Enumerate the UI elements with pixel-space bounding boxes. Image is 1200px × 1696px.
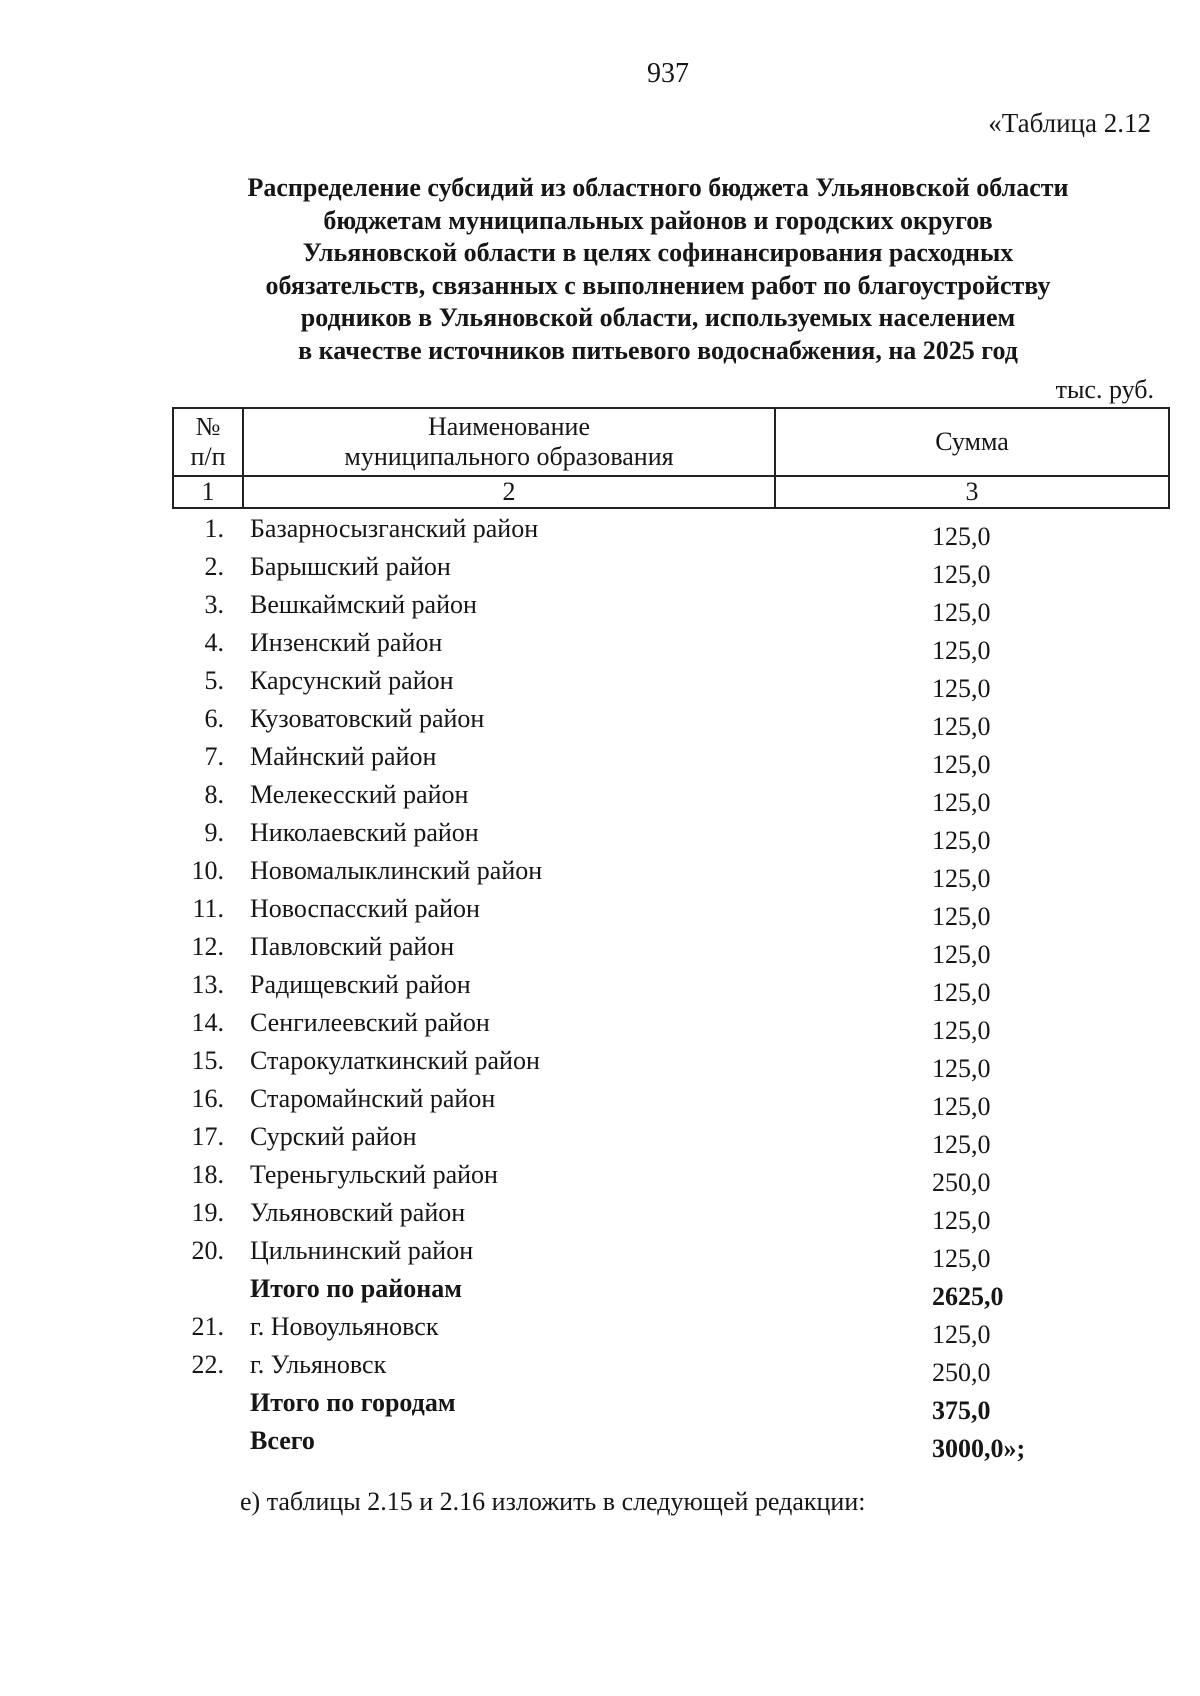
table-row	[172, 628, 1172, 666]
title-line: родников в Ульяновской области, используемых населением	[300, 303, 1016, 333]
row-number: 20.	[191, 1236, 224, 1265]
subsidy-amount: 125,0	[932, 1130, 991, 1159]
column-index-1: 1	[173, 476, 243, 508]
subsidy-amount: 125,0	[932, 940, 991, 969]
row-number: 19.	[191, 1198, 224, 1227]
subsidy-amount: 125,0	[932, 902, 991, 931]
header-name-cell	[243, 408, 775, 476]
municipality-name: Базарносызганский район	[250, 514, 539, 543]
subsidy-amount: 125,0	[932, 636, 991, 665]
row-number: 5.	[204, 666, 224, 695]
municipality-name: Николаевский район	[250, 818, 479, 847]
subsidy-amount: 125,0	[932, 674, 991, 703]
subsidy-amount: 125,0	[932, 826, 991, 855]
column-index-2: 2	[243, 476, 775, 508]
row-number: 7.	[204, 742, 224, 771]
subsidy-amount: 250,0	[932, 1168, 991, 1197]
municipality-name: Сурский район	[250, 1122, 417, 1151]
column-index-row	[173, 476, 1169, 508]
row-number: 9.	[204, 818, 224, 847]
municipality-name: Итого по городам	[250, 1388, 456, 1417]
row-number: 1.	[204, 514, 224, 543]
subsidy-amount: 125,0	[932, 712, 991, 741]
municipality-name: Ульяновский район	[250, 1198, 466, 1227]
title-line: Ульяновской области в целях софинансирования расходных	[302, 238, 1014, 268]
table-label: «Таблица 2.12	[988, 108, 1151, 138]
row-number: 4.	[204, 628, 224, 657]
table-row	[172, 1046, 1172, 1084]
table-row	[172, 1160, 1172, 1198]
row-number: 6.	[204, 704, 224, 733]
municipality-name: Сенгилеевский район	[250, 1008, 490, 1037]
municipality-name: г. Ульяновск	[250, 1350, 387, 1379]
row-number: 22.	[191, 1350, 224, 1379]
row-number: 2.	[204, 552, 224, 581]
subsidy-amount: 125,0	[932, 1320, 991, 1349]
municipality-name: Барышский район	[250, 552, 451, 581]
header-name-sublabel: муниципального образования	[344, 442, 674, 471]
municipality-name: Павловский район	[250, 932, 455, 961]
municipality-name: Кузоватовский район	[250, 704, 485, 733]
subsidy-amount: 125,0	[932, 788, 991, 817]
municipality-name: Новоспасский район	[250, 894, 480, 923]
subsidy-amount: 3000,0»;	[932, 1434, 1026, 1463]
subsidy-amount: 125,0	[932, 522, 991, 551]
table-row	[172, 1312, 1172, 1350]
table-row	[172, 780, 1172, 818]
header-name-label: Наименование	[428, 412, 590, 441]
municipality-name: Цильнинский район	[250, 1236, 474, 1265]
title-line: обязательств, связанных с выполнением работ по благоустройству	[265, 270, 1051, 300]
municipality-name: Старокулаткинский район	[250, 1046, 540, 1075]
municipality-name: Инзенский район	[250, 628, 443, 657]
table-row	[172, 1122, 1172, 1160]
table-total-row	[172, 1388, 1172, 1426]
municipality-name: Карсунский район	[250, 666, 454, 695]
header-number-sublabel: п/п	[190, 442, 226, 471]
column-index-3: 3	[775, 476, 1169, 508]
table-row	[172, 514, 1172, 552]
subsidy-amount: 125,0	[932, 598, 991, 627]
row-number: 17.	[191, 1122, 224, 1151]
row-number: 13.	[191, 970, 224, 999]
units-label: тыс. руб.	[1055, 375, 1154, 404]
header-number-label: №	[195, 412, 221, 441]
subsidy-amount: 125,0	[932, 1054, 991, 1083]
municipality-name: г. Новоульяновск	[250, 1312, 439, 1341]
table-row	[172, 932, 1172, 970]
table-row	[172, 1198, 1172, 1236]
row-number: 14.	[191, 1008, 224, 1037]
municipality-name: Старомайнский район	[250, 1084, 496, 1113]
municipality-name: Мелекесский район	[250, 780, 469, 809]
row-number: 12.	[191, 932, 224, 961]
subsidy-amount: 125,0	[932, 560, 991, 589]
header-number-cell	[173, 408, 243, 476]
subsidy-amount: 125,0	[932, 864, 991, 893]
document-title	[174, 172, 1142, 368]
subsidy-amount: 2625,0	[932, 1282, 1004, 1311]
subsidy-amount: 375,0	[932, 1396, 991, 1425]
table-row	[172, 1350, 1172, 1388]
amendment-note: е) таблицы 2.15 и 2.16 изложить в следующей редакции:	[240, 1487, 866, 1516]
municipality-name: Майнский район	[250, 742, 437, 771]
table-row	[172, 742, 1172, 780]
subsidy-amount: 125,0	[932, 1206, 991, 1235]
row-number: 3.	[204, 590, 224, 619]
row-number: 21.	[191, 1312, 224, 1341]
table-row	[172, 894, 1172, 932]
table-row	[172, 666, 1172, 704]
subsidy-amount: 125,0	[932, 750, 991, 779]
municipality-name: Итого по районам	[250, 1274, 462, 1303]
table-total-row	[172, 1274, 1172, 1312]
subsidy-amount: 125,0	[932, 1244, 991, 1273]
municipality-name: Новомалыклинский район	[250, 856, 543, 885]
subsidy-amount: 125,0	[932, 1092, 991, 1121]
row-number: 11.	[192, 894, 224, 923]
municipality-name: Радищевский район	[250, 970, 471, 999]
title-line: бюджетам муниципальных районов и городских округов	[323, 205, 993, 235]
header-row	[173, 408, 1169, 476]
header-sum-cell: Сумма	[775, 408, 1169, 476]
row-number: 8.	[204, 780, 224, 809]
table-total-row	[172, 1426, 1172, 1464]
row-number: 15.	[191, 1046, 224, 1075]
row-number: 16.	[191, 1084, 224, 1113]
subsidy-amount: 250,0	[932, 1358, 991, 1387]
title-line: Распределение субсидий из областного бюджета Ульяновской области	[247, 173, 1069, 202]
table-row	[172, 590, 1172, 628]
table-header	[172, 407, 1170, 509]
page-number: 937	[647, 58, 689, 89]
subsidy-amount: 125,0	[932, 1016, 991, 1045]
table-row	[172, 856, 1172, 894]
municipality-name: Всего	[250, 1426, 315, 1455]
subsidy-amount: 125,0	[932, 978, 991, 1007]
table-row	[172, 818, 1172, 856]
title-line: в качестве источников питьевого водоснабжения, на 2025 год	[298, 335, 1018, 365]
row-number: 10.	[191, 856, 224, 885]
table-row	[172, 1008, 1172, 1046]
table-body	[172, 514, 1172, 1464]
row-number: 18.	[191, 1160, 224, 1189]
table-row	[172, 1084, 1172, 1122]
table-row	[172, 1236, 1172, 1274]
table-row	[172, 552, 1172, 590]
table-row	[172, 704, 1172, 742]
municipality-name: Тереньгульский район	[250, 1160, 498, 1189]
municipality-name: Вешкаймский район	[250, 590, 477, 619]
table-row	[172, 970, 1172, 1008]
